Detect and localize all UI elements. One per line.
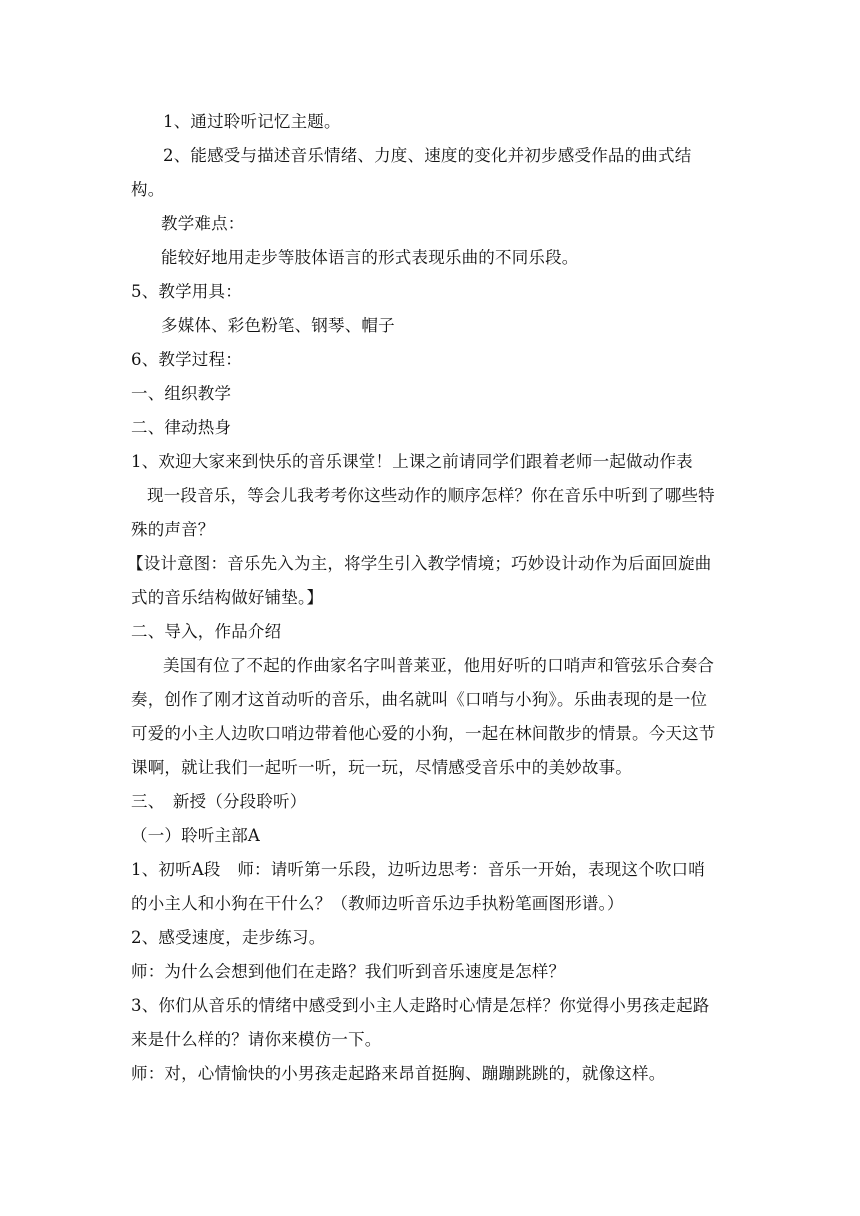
step-3-line-1: 3、你们从音乐的情绪中感受到小主人走路时心情是怎样？你觉得小男孩走起路 [131, 996, 710, 1015]
teacher-response: 师：对，心情愉快的小男孩走起路来昂首挺胸、蹦蹦跳跳的，就像这样。 [131, 1064, 666, 1083]
warmup-text-2: 现一段音乐，等会儿我考考你这些动作的顺序怎样？你在音乐中听到了哪些特 [147, 486, 715, 505]
objective-1: 1、通过聆听记忆主题。 [163, 112, 341, 131]
subsection-a: （一）聆听主部A [131, 826, 261, 845]
warmup-text-3: 殊的声音？ [131, 520, 215, 539]
section-intro: 二、导入，作品介绍 [131, 622, 282, 641]
step-1-line-2: 的小主人和小狗在干什么？（教师边听音乐边手执粉笔画图形谱。） [131, 894, 624, 913]
section-warmup: 二、律动热身 [131, 418, 232, 437]
objective-2: 2、能感受与描述音乐情绪、力度、速度的变化并初步感受作品的曲式结 [163, 146, 692, 165]
process-heading: 6、教学过程： [131, 350, 242, 369]
difficulty-heading: 教学难点： [161, 214, 245, 233]
step-2: 2、感受速度，走步练习。 [131, 928, 326, 947]
teacher-question: 师：为什么会想到他们在走路？我们听到音乐速度是怎样？ [131, 962, 566, 981]
section-new-lesson: 三、 新授（分段聆听） [131, 792, 307, 811]
design-intent-1: 【设计意图：音乐先入为主，将学生引入教学情境；巧妙设计动作为后面回旋曲 [127, 554, 712, 573]
intro-text-4: 课啊，就让我们一起听一听，玩一玩，尽情感受音乐中的美妙故事。 [131, 758, 632, 777]
intro-text-2: 奏，创作了刚才这首动听的音乐，曲名就叫《口哨与小狗》。乐曲表现的是一位 [131, 690, 708, 709]
intro-text-1: 美国有位了不起的作曲家名字叫普莱亚，他用好听的口哨声和管弦乐合奏合 [163, 656, 715, 675]
step-1-line-1: 1、初听A段 师：请听第一乐段，边听边思考：音乐一开始，表现这个吹口哨 [131, 860, 705, 879]
difficulty-text: 能较好地用走步等肢体语言的形式表现乐曲的不同乐段。 [161, 248, 579, 267]
section-organize: 一、组织教学 [131, 384, 232, 403]
step-3-line-2: 来是什么样的？请你来模仿一下。 [131, 1030, 382, 1049]
intro-text-3: 可爱的小主人边吹口哨边带着他心爱的小狗，一起在林间散步的情景。今天这节 [131, 724, 716, 743]
tools-heading: 5、教学用具： [131, 282, 242, 301]
tools-list: 多媒体、彩色粉笔、钢琴、帽子 [161, 316, 395, 335]
objective-2-cont: 构。 [131, 180, 165, 199]
design-intent-2: 式的音乐结构做好铺垫。】 [131, 588, 324, 607]
warmup-text-1: 1、欢迎大家来到快乐的音乐课堂！上课之前请同学们跟着老师一起做动作表 [131, 452, 693, 471]
